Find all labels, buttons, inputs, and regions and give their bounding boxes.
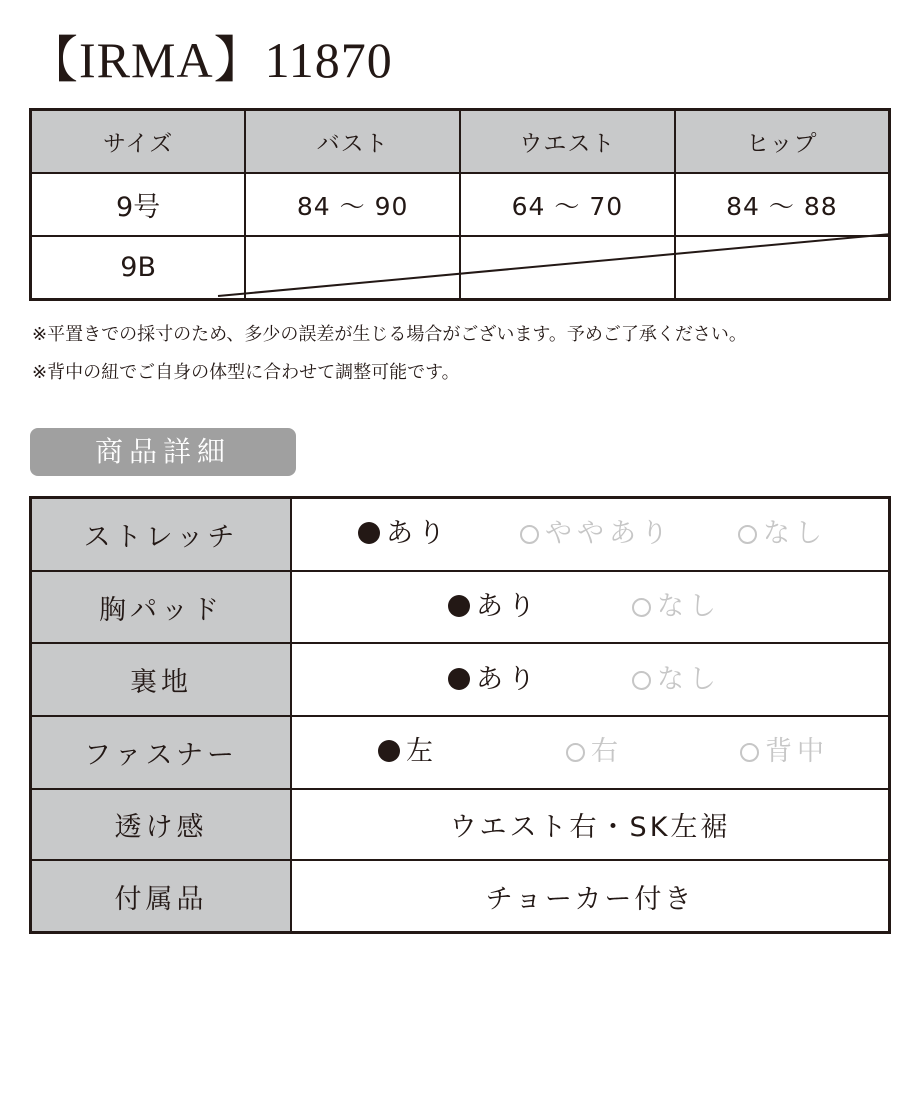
option-label: なし — [657, 663, 721, 695]
hip-value: 84 〜 88 — [675, 173, 890, 236]
detail-table — [29, 496, 891, 934]
detail-options — [291, 571, 890, 644]
notes — [32, 316, 747, 392]
hip-value — [675, 236, 890, 300]
option-fastener-right — [566, 717, 623, 787]
option-stretch-no — [738, 499, 827, 569]
bust-value — [245, 236, 460, 300]
accessory-value: チョーカー付き — [291, 860, 890, 932]
detail-options — [291, 498, 890, 571]
option-stretch-yes — [358, 499, 450, 569]
size-table — [29, 108, 891, 301]
empty-circle-icon — [632, 671, 651, 690]
detail-options — [291, 643, 890, 716]
filled-circle-icon — [448, 668, 470, 690]
size-row — [31, 173, 890, 236]
option-lining-yes — [448, 645, 540, 715]
option-label: あり — [476, 663, 540, 695]
size-label: 9号 — [31, 173, 246, 236]
detail-row-lining — [31, 643, 890, 716]
detail-label: ストレッチ — [31, 498, 292, 571]
filled-circle-icon — [378, 740, 400, 762]
option-label: 背中 — [765, 736, 829, 768]
header-waist: ウエスト — [460, 110, 675, 174]
empty-circle-icon — [738, 525, 757, 544]
detail-options — [291, 716, 890, 789]
option-fastener-left — [378, 717, 438, 787]
empty-circle-icon — [566, 743, 585, 762]
note-line: ※平置きでの採寸のため、多少の誤差が生じる場合がございます。予めご了承ください。 — [32, 324, 747, 345]
option-stretch-slight — [520, 499, 673, 569]
option-label: なし — [763, 518, 827, 550]
filled-circle-icon — [448, 595, 470, 617]
empty-circle-icon — [740, 743, 759, 762]
option-lining-no — [632, 645, 721, 715]
option-label: あり — [386, 518, 450, 550]
detail-row-stretch — [31, 498, 890, 571]
waist-value: 64 〜 70 — [460, 173, 675, 236]
filled-circle-icon — [358, 522, 380, 544]
detail-row-pad — [31, 571, 890, 644]
size-row — [31, 236, 890, 300]
sheer-value: ウエスト右・SK左裾 — [291, 789, 890, 861]
option-label: 左 — [406, 736, 438, 768]
detail-row-fastener — [31, 716, 890, 789]
product-title: 【IRMA】11870 — [28, 32, 393, 88]
note-line: ※背中の紐でご自身の体型に合わせて調整可能です。 — [32, 362, 460, 383]
detail-label: ファスナー — [31, 716, 292, 789]
waist-value — [460, 236, 675, 300]
size-label: 9B — [31, 236, 246, 300]
header-bust: バスト — [245, 110, 460, 174]
header-hip: ヒップ — [675, 110, 890, 174]
option-label: 右 — [591, 736, 623, 768]
bust-value: 84 〜 90 — [245, 173, 460, 236]
option-label: あり — [476, 591, 540, 622]
option-label: なし — [657, 591, 721, 622]
size-table-header-row — [31, 110, 890, 174]
header-size: サイズ — [31, 110, 246, 174]
detail-label: 付属品 — [31, 860, 292, 932]
option-fastener-back — [740, 717, 829, 787]
detail-label: 透け感 — [31, 789, 292, 861]
detail-row-sheer — [31, 789, 890, 861]
detail-label: 胸パッド — [31, 571, 292, 644]
empty-circle-icon — [520, 525, 539, 544]
detail-row-accessory — [31, 860, 890, 932]
section-badge: 商品詳細 — [30, 428, 296, 476]
option-pad-yes — [448, 572, 540, 642]
option-pad-no — [632, 572, 721, 642]
empty-circle-icon — [632, 598, 651, 617]
detail-label: 裏地 — [31, 643, 292, 716]
option-label: ややあり — [545, 518, 673, 550]
